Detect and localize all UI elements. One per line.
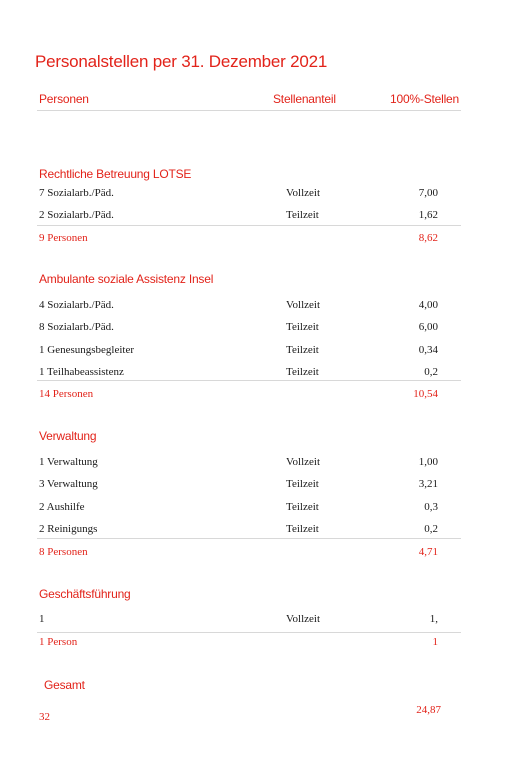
section-title: Ambulante soziale Assistenz Insel: [39, 272, 214, 286]
section-total-value: 1: [432, 636, 438, 648]
section-total-persons: 14 Personen: [39, 388, 94, 400]
section-total-value: 8,62: [418, 232, 438, 244]
section-total-persons: 8 Personen: [39, 546, 88, 558]
section-total-value: 10,54: [413, 388, 438, 400]
row-value: 7,00: [418, 187, 438, 199]
section-total-persons: 1 Person: [39, 636, 78, 648]
column-header-share: Stellenanteil: [273, 92, 336, 106]
row-type: Vollzeit: [286, 187, 321, 199]
section-total-value: 4,71: [418, 546, 438, 558]
row-name: 1 Teilhabeassistenz: [39, 366, 124, 378]
grand-total-value: 24,87: [416, 704, 441, 716]
column-header-fte: 100%-Stellen: [390, 92, 459, 106]
row-type: Teilzeit: [286, 344, 319, 356]
row-value: 4,00: [418, 299, 438, 311]
column-header-persons: Personen: [39, 92, 89, 106]
row-value: 1,: [429, 613, 438, 625]
row-name: 4 Sozialarb./Päd.: [39, 299, 114, 311]
row-value: 0,34: [418, 344, 438, 356]
row-type: Vollzeit: [286, 456, 321, 468]
section-divider: [37, 538, 461, 539]
row-type: Teilzeit: [286, 321, 319, 333]
row-name: 2 Sozialarb./Päd.: [39, 209, 114, 221]
row-name: 1: [39, 613, 45, 625]
row-type: Teilzeit: [286, 501, 319, 513]
row-name: 7 Sozialarb./Päd.: [39, 187, 114, 199]
row-name: 8 Sozialarb./Päd.: [39, 321, 114, 333]
row-value: 1,62: [418, 209, 438, 221]
row-name: 3 Verwaltung: [39, 478, 98, 490]
row-value: 1,00: [418, 456, 438, 468]
grand-total-persons: 32: [39, 711, 50, 723]
row-value: 6,00: [418, 321, 438, 333]
row-value: 3,21: [418, 478, 438, 490]
section-total-persons: 9 Personen: [39, 232, 88, 244]
row-type: Vollzeit: [286, 613, 321, 625]
row-name: 1 Genesungsbegleiter: [39, 344, 134, 356]
row-name: 2 Aushilfe: [39, 501, 85, 513]
row-name: 1 Verwaltung: [39, 456, 98, 468]
section-divider: [37, 225, 461, 226]
header-divider: [37, 110, 461, 111]
section-title: Verwaltung: [39, 429, 97, 443]
row-type: Teilzeit: [286, 478, 319, 490]
page-title: Personalstellen per 31. Dezember 2021: [35, 52, 328, 71]
section-title: Rechtliche Betreuung LOTSE: [39, 167, 192, 181]
row-type: Teilzeit: [286, 523, 319, 535]
row-type: Teilzeit: [286, 366, 319, 378]
grand-total-label: Gesamt: [44, 678, 85, 692]
row-name: 2 Reinigungs: [39, 523, 98, 535]
section-divider: [37, 380, 461, 381]
section-title: Geschäftsführung: [39, 587, 131, 601]
row-value: 0,3: [424, 501, 438, 513]
row-value: 0,2: [424, 366, 438, 378]
section-divider: [37, 632, 461, 633]
row-value: 0,2: [424, 523, 438, 535]
row-type: Teilzeit: [286, 209, 319, 221]
row-type: Vollzeit: [286, 299, 321, 311]
